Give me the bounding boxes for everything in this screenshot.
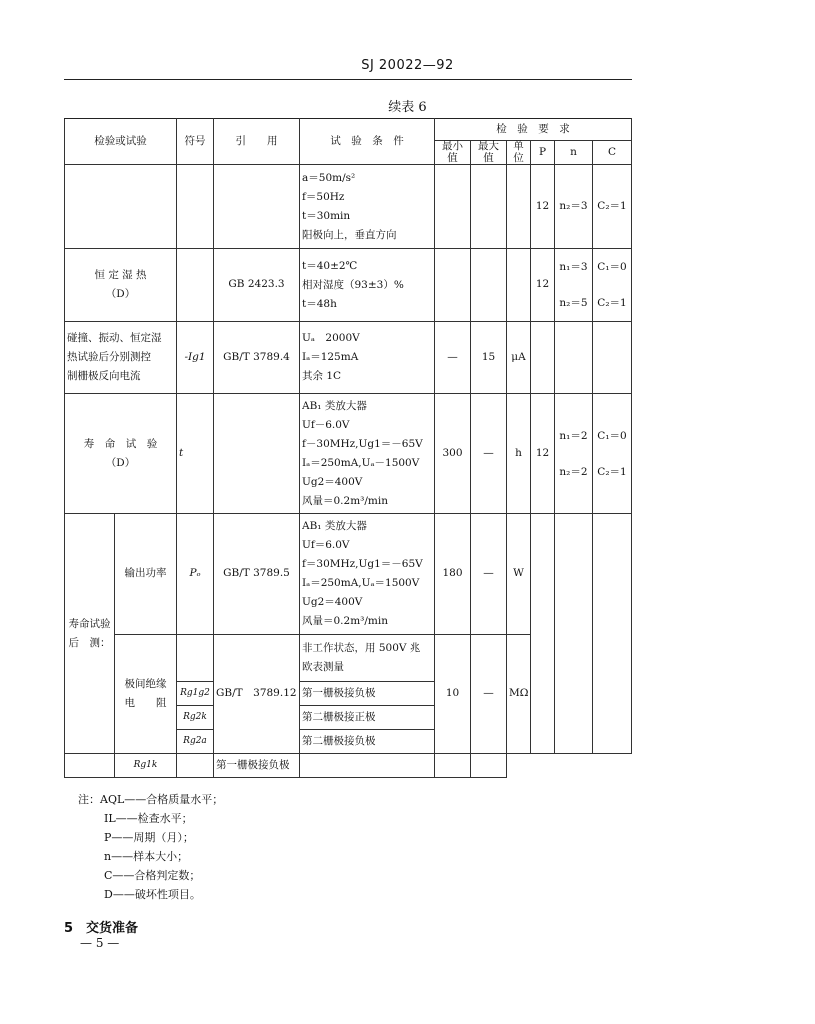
n-value: n₁＝2	[559, 429, 588, 442]
min-cell: —	[435, 322, 471, 394]
max-cell: —	[471, 394, 507, 514]
condition-line: a＝50m/s²	[302, 171, 356, 184]
condition-line: AB₁ 类放大器	[302, 399, 367, 412]
note-title: 注：AQL——合格质量水平；	[78, 793, 224, 806]
header-requirements: 检 验 要 求	[435, 119, 632, 141]
table-row	[65, 322, 632, 394]
test-name: 电 阻	[124, 697, 167, 710]
table-row	[65, 394, 632, 514]
conditions-cell	[300, 514, 435, 635]
header-p: P	[531, 141, 555, 165]
max-cell	[471, 165, 507, 249]
c-value: C₂＝1	[597, 465, 627, 478]
c-cell	[593, 514, 632, 754]
unit-cell	[507, 165, 531, 249]
c-cell	[593, 249, 632, 322]
reference-cell: GB/T 3789.12	[214, 635, 300, 754]
note-item: D——破坏性项目。	[104, 888, 201, 901]
test-cell: 输出功率	[115, 514, 177, 635]
test-tag: （D）	[105, 288, 136, 301]
table-caption: 续表 6	[388, 100, 427, 115]
header-max: 最大值	[471, 141, 507, 165]
test-tag: （D）	[105, 456, 136, 469]
condition-line: Ug2＝400V	[302, 475, 363, 488]
symbol-cell: Rg1g2	[177, 682, 214, 706]
note-item: n——样本大小；	[104, 850, 189, 863]
header-unit: 单位	[507, 141, 531, 165]
page-number: — 5 —	[80, 936, 120, 950]
symbol-cell	[177, 635, 214, 682]
min-cell: 10	[435, 635, 471, 754]
p-cell: 12	[531, 165, 555, 249]
p-cell	[531, 322, 555, 394]
table-row	[65, 249, 632, 322]
header-conditions: 试 验 条 件	[300, 119, 435, 165]
min-cell	[435, 165, 471, 249]
header-c: C	[593, 141, 632, 165]
table-notes	[78, 790, 223, 904]
header-reference: 引 用	[214, 119, 300, 165]
symbol-cell: -Ig1	[177, 322, 214, 394]
after-life-group	[65, 514, 115, 754]
header-n: n	[555, 141, 593, 165]
test-name: 恒 定 湿 热	[94, 269, 147, 282]
symbol-cell	[177, 165, 214, 249]
test-name: 制栅极反向电流	[67, 370, 141, 383]
reference-cell	[214, 165, 300, 249]
test-name: 碰撞、振动、恒定湿	[67, 332, 162, 345]
test-name: 热试验后分别测控	[67, 351, 151, 364]
condition-line: Uf＝6.0V	[302, 539, 350, 552]
table-row	[65, 754, 632, 778]
reference-cell: GB 2423.3	[214, 249, 300, 322]
table-row	[65, 514, 632, 635]
condition-line: 相对湿度（93±3）%	[302, 278, 404, 291]
min-cell	[435, 249, 471, 322]
max-cell	[471, 249, 507, 322]
test-table	[64, 118, 632, 778]
condition-line: f＝50Hz	[302, 190, 345, 203]
condition-line: t＝48h	[302, 297, 337, 310]
conditions-cell: 第二栅极接负极	[300, 730, 435, 754]
conditions-cell	[300, 394, 435, 514]
max-cell: —	[471, 514, 507, 635]
c-cell	[593, 322, 632, 394]
header-test: 检验或试验	[65, 119, 177, 165]
group-label: 寿命试验	[68, 617, 111, 630]
n-value: n₁＝3	[559, 261, 588, 274]
reference-cell: GB/T 3789.4	[214, 322, 300, 394]
test-cell	[65, 165, 177, 249]
unit-cell	[507, 249, 531, 322]
n-cell	[555, 514, 593, 754]
condition-line: 风量＝0.2m³/min	[302, 494, 388, 507]
empty-cell	[471, 754, 507, 778]
empty-cell	[435, 754, 471, 778]
unit-cell: W	[507, 514, 531, 635]
condition-line: 其余 1C	[302, 370, 342, 383]
header-min: 最小值	[435, 141, 471, 165]
min-cell: 180	[435, 514, 471, 635]
test-name: 极间绝缘	[124, 678, 167, 691]
max-cell: 15	[471, 322, 507, 394]
test-cell	[65, 322, 177, 394]
table-row	[65, 165, 632, 249]
n-cell	[555, 394, 593, 514]
conditions-cell	[300, 249, 435, 322]
n-value: n₂＝2	[559, 465, 588, 478]
p-cell	[531, 514, 555, 754]
conditions-cell	[300, 165, 435, 249]
note-item: P——周期（月）；	[104, 831, 194, 844]
symbol-cell: Rg2k	[177, 706, 214, 730]
symbol-cell: Rg1k	[115, 754, 177, 778]
conditions-cell	[300, 635, 435, 682]
condition-line: Iₐ＝125mA	[302, 351, 359, 364]
group-label: 后 测：	[68, 636, 111, 649]
unit-cell: h	[507, 394, 531, 514]
c-value: C₁＝0	[597, 261, 627, 274]
n-cell	[555, 322, 593, 394]
condition-line: t＝30min	[302, 209, 351, 222]
c-value: C₁＝0	[597, 429, 627, 442]
section-heading: 5 交货准备	[64, 921, 139, 936]
condition-line: 阳极向上，垂直方向	[302, 228, 397, 241]
condition-line: 欧表测量	[302, 661, 344, 674]
empty-cell	[300, 754, 435, 778]
p-cell: 12	[531, 249, 555, 322]
empty-cell	[65, 754, 115, 778]
condition-line: t＝40±2℃	[302, 259, 358, 272]
condition-line: 非工作状态，用 500V 兆	[302, 642, 421, 655]
note-item: C——合格判定数；	[104, 869, 201, 882]
n-cell: n₂＝3	[555, 165, 593, 249]
conditions-cell: 第一栅极接负极	[300, 682, 435, 706]
condition-line: Iₐ＝250mA,Uₐ－1500V	[302, 456, 420, 469]
symbol-cell: t	[177, 394, 214, 514]
n-cell	[555, 249, 593, 322]
test-cell	[65, 394, 177, 514]
header-symbol: 符号	[177, 119, 214, 165]
conditions-cell	[300, 322, 435, 394]
symbol-cell	[177, 249, 214, 322]
min-cell: 300	[435, 394, 471, 514]
conditions-cell: 第一栅极接负极	[214, 754, 300, 778]
condition-line: Uf－6.0V	[302, 418, 350, 431]
condition-line: AB₁ 类放大器	[302, 520, 367, 533]
n-value: n₂＝5	[559, 297, 588, 310]
document-number: SJ 20022—92	[361, 58, 454, 73]
max-cell: —	[471, 635, 507, 754]
test-cell	[115, 635, 177, 754]
condition-line: Iₐ＝250mA,Uₐ＝1500V	[302, 577, 420, 590]
condition-line: Ug2＝400V	[302, 596, 363, 609]
unit-cell: μA	[507, 322, 531, 394]
condition-line: f＝30MHz,Ug1＝－65V	[302, 558, 423, 571]
empty-cell	[177, 754, 214, 778]
p-cell: 12	[531, 394, 555, 514]
condition-line: Uₐ 2000V	[302, 332, 360, 345]
condition-line: 风量＝0.2m³/min	[302, 615, 388, 628]
condition-line: f－30MHz,Ug1＝－65V	[302, 437, 423, 450]
conditions-cell: 第二栅极接正极	[300, 706, 435, 730]
symbol-cell: Rg2a	[177, 730, 214, 754]
test-name: 寿 命 试 验	[83, 437, 158, 450]
reference-cell: GB/T 3789.5	[214, 514, 300, 635]
reference-cell	[214, 394, 300, 514]
c-value: C₂＝1	[597, 297, 627, 310]
symbol-cell: Pₒ	[177, 514, 214, 635]
unit-cell: MΩ	[507, 635, 531, 754]
note-item: IL——检查水平；	[104, 812, 193, 825]
c-cell: C₂＝1	[593, 165, 632, 249]
c-cell	[593, 394, 632, 514]
test-cell	[65, 249, 177, 322]
header-rule	[64, 79, 632, 80]
